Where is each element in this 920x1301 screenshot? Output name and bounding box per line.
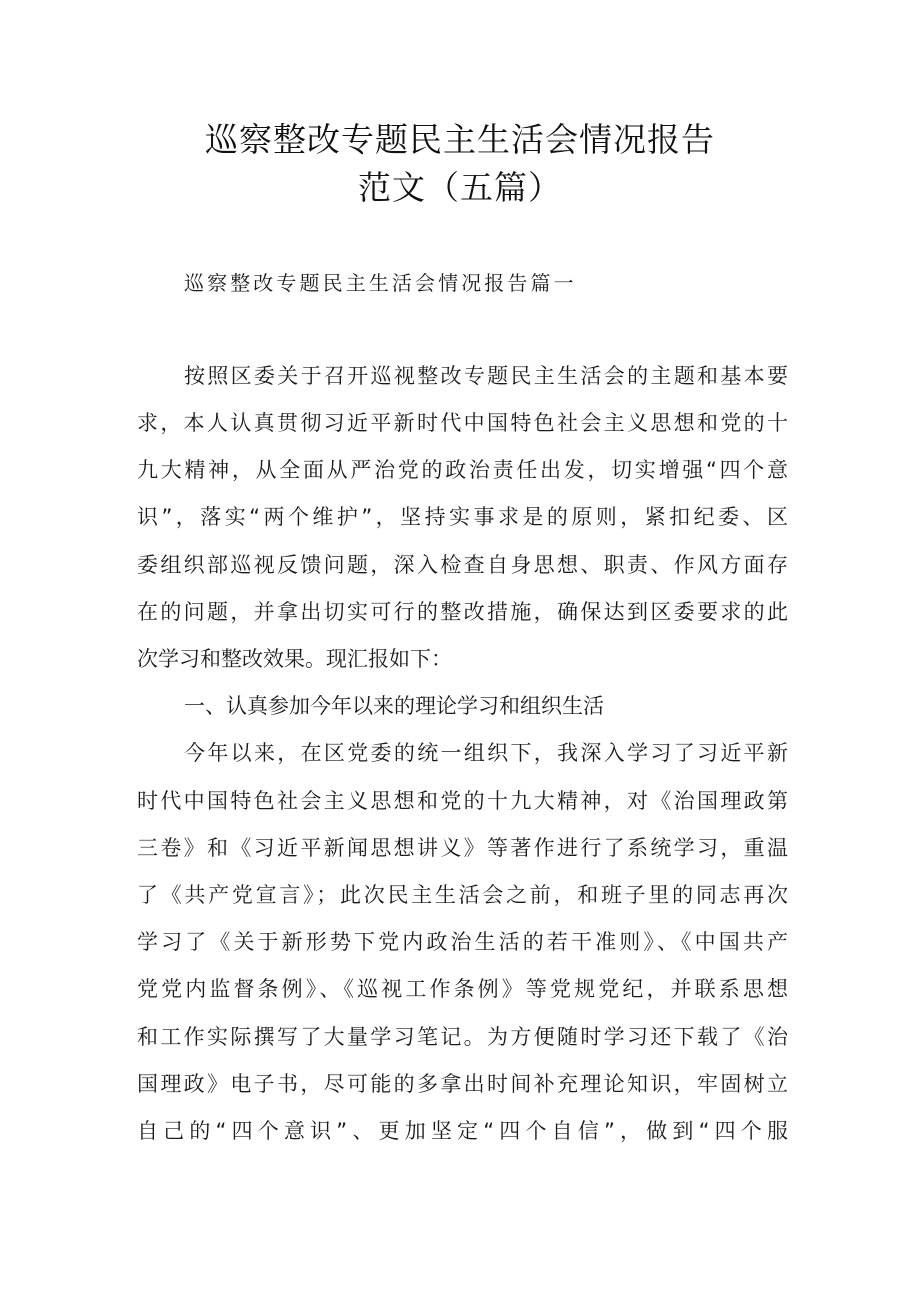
document-title-line-1: 巡察整改专题民主生活会情况报告: [205, 120, 715, 159]
paragraph-line: 国理政》电子书，尽可能的多拿出时间补充理论知识，牢固树立: [137, 1072, 788, 1096]
paragraph-line: 党党内监督条例》、《巡视工作条例》等党规党纪，并联系思想: [137, 977, 788, 1001]
paragraph-line: 了《共产党宣言》；此次民主生活会之前，和班子里的同志再次: [137, 883, 788, 907]
paragraph-line: 在的问题，并拿出切实可行的整改措施，确保达到区委要求的此: [137, 600, 788, 624]
paragraph-line: 九大精神，从全面从严治党的政治责任出发，切实增强“四个意: [137, 458, 788, 482]
paragraph-line: 委组织部巡视反馈问题，深入检查自身思想、职责、作风方面存: [137, 553, 788, 577]
document-title-line-2: 范文（五篇）: [358, 168, 562, 207]
paragraph-line: 今年以来，在区党委的统一组织下，我深入学习了习近平新: [184, 741, 788, 765]
paragraph-line: 和工作实际撰写了大量学习笔记。为方便随时学习还下载了《治: [137, 1025, 788, 1049]
paragraph-line: 识”，落实“两个维护”，坚持实事求是的原则，紧扣纪委、区: [137, 505, 788, 529]
section-heading: 巡察整改专题民主生活会情况报告篇一: [184, 271, 577, 295]
paragraph-line: 三卷》和《习近平新闻思想讲义》等著作进行了系统学习，重温: [137, 836, 788, 860]
subsection-heading: 一、认真参加今年以来的理论学习和组织生活: [184, 694, 604, 718]
paragraph-line: 按照区委关于召开巡视整改专题民主生活会的主题和基本要: [184, 364, 788, 388]
paragraph-line: 求，本人认真贯彻习近平新时代中国特色社会主义思想和党的十: [137, 411, 788, 435]
paragraph-line: 时代中国特色社会主义思想和党的十九大精神，对《治国理政第: [137, 789, 788, 813]
paragraph-line: 自己的“四个意识”、更加坚定“四个自信”，做到“四个服: [137, 1119, 788, 1143]
paragraph-line: 学习了《关于新形势下党内政治生活的若干准则》、《中国共产: [137, 930, 788, 954]
paragraph-line: 次学习和整改效果。现汇报如下：: [137, 647, 452, 671]
